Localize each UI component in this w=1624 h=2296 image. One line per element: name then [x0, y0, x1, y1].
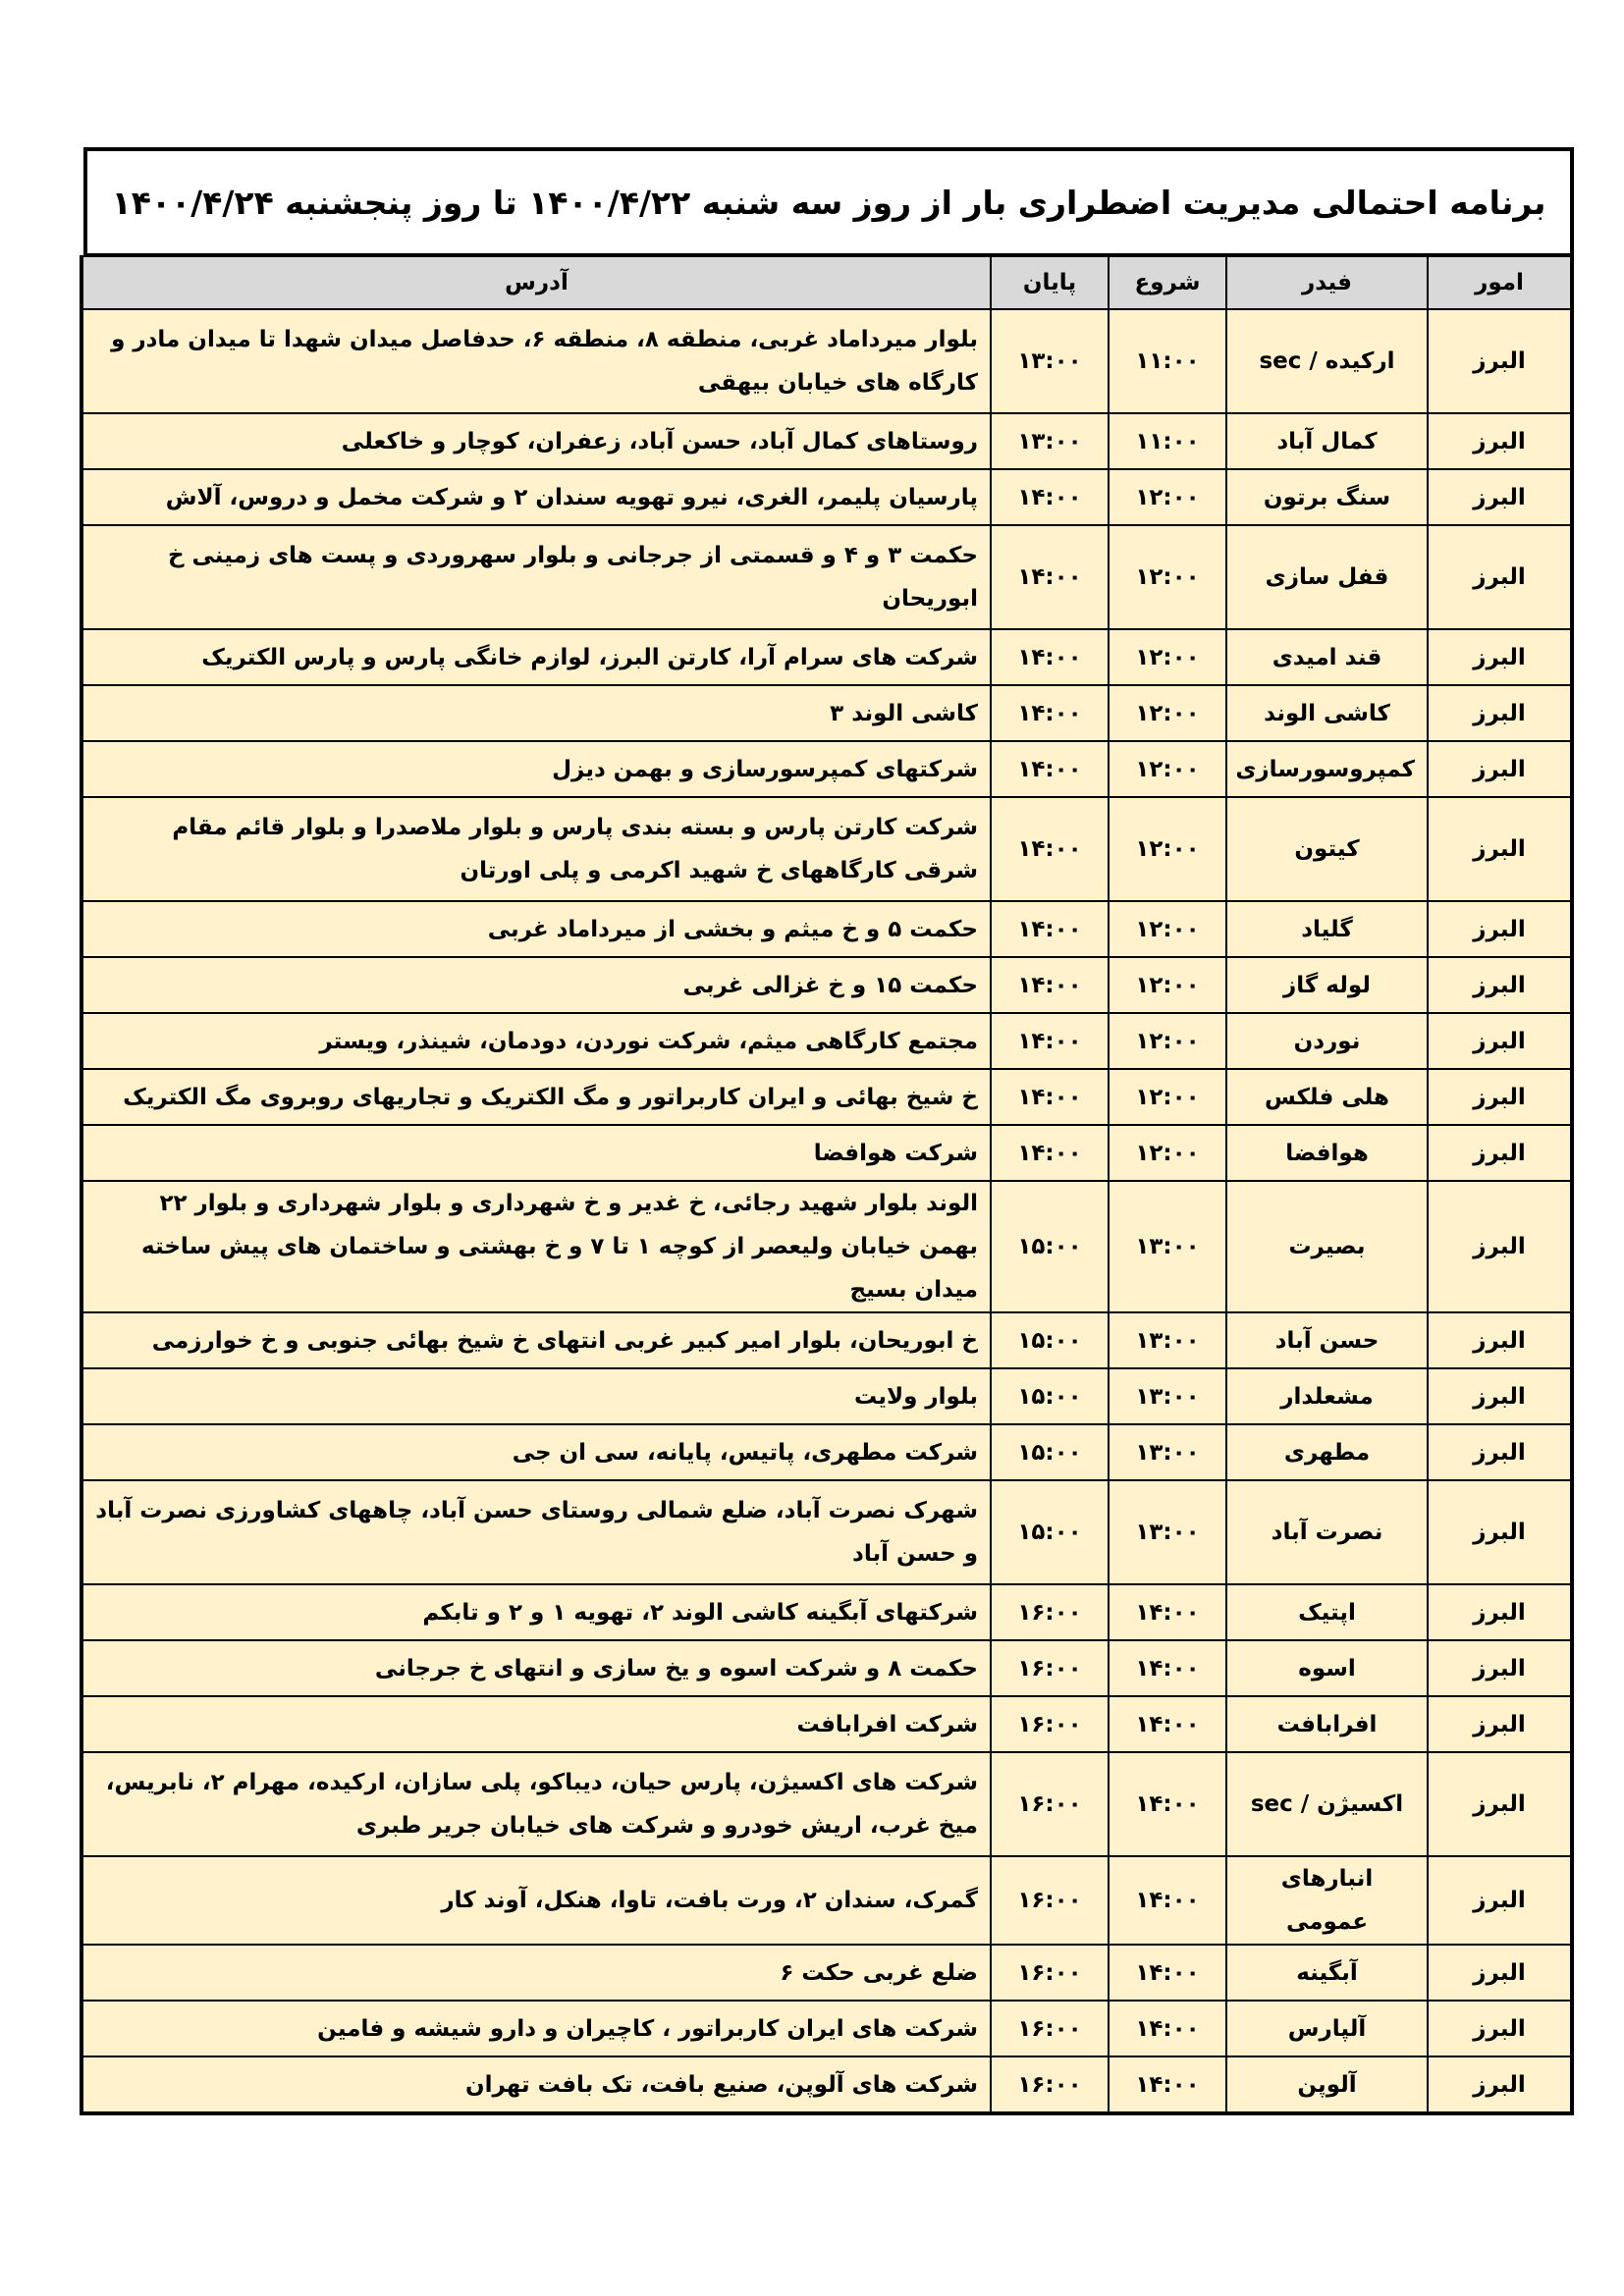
cell-start-time: ۱۲:۰۰	[1109, 1069, 1226, 1125]
cell-end-time: ۱۴:۰۰	[991, 901, 1109, 957]
cell-address: بلوار ولایت	[81, 1368, 991, 1424]
table-row	[81, 413, 1572, 469]
schedule-table	[80, 255, 1574, 2115]
cell-end-time: ۱۴:۰۰	[991, 469, 1109, 525]
cell-end-time: ۱۴:۰۰	[991, 685, 1109, 741]
cell-start-time: ۱۴:۰۰	[1109, 1856, 1226, 1945]
cell-address: گمرک، سندان ۲، ورت بافت، تاوا، هنکل، آوند کار	[81, 1856, 991, 1945]
cell-feeder: کیتون	[1226, 797, 1428, 901]
cell-end-time: ۱۵:۰۰	[991, 1424, 1109, 1480]
cell-feeder: بصیرت	[1226, 1181, 1428, 1312]
cell-start-time: ۱۲:۰۰	[1109, 525, 1226, 629]
cell-start-time: ۱۲:۰۰	[1109, 469, 1226, 525]
header-end: پایان	[991, 256, 1109, 309]
cell-feeder: هوافضا	[1226, 1125, 1428, 1181]
table-row	[81, 1480, 1572, 1584]
cell-omor: البرز	[1428, 1640, 1572, 1696]
cell-end-time: ۱۴:۰۰	[991, 1069, 1109, 1125]
cell-start-time: ۱۴:۰۰	[1109, 2001, 1226, 2056]
cell-feeder: قفل سازی	[1226, 525, 1428, 629]
cell-end-time: ۱۶:۰۰	[991, 1752, 1109, 1856]
table-row	[81, 2056, 1572, 2113]
cell-end-time: ۱۴:۰۰	[991, 629, 1109, 685]
cell-start-time: ۱۲:۰۰	[1109, 901, 1226, 957]
cell-address: حکمت ۵ و خ میثم و بخشی از میرداماد غربی	[81, 901, 991, 957]
header-address: آدرس	[81, 256, 991, 309]
table-row	[81, 525, 1572, 629]
cell-end-time: ۱۳:۰۰	[991, 413, 1109, 469]
cell-start-time: ۱۲:۰۰	[1109, 1013, 1226, 1069]
cell-end-time: ۱۶:۰۰	[991, 2056, 1109, 2113]
table-row	[81, 1312, 1572, 1368]
cell-omor: البرز	[1428, 685, 1572, 741]
cell-omor: البرز	[1428, 1368, 1572, 1424]
table-row	[81, 797, 1572, 901]
cell-address: روستاهای کمال آباد، حسن آباد، زعفران، کوچار و خاکعلی	[81, 413, 991, 469]
table-row	[81, 901, 1572, 957]
cell-start-time: ۱۳:۰۰	[1109, 1181, 1226, 1312]
cell-feeder: حسن آباد	[1226, 1312, 1428, 1368]
cell-address: بلوار میرداماد غربی، منطقه ۸، منطقه ۶، حدفاصل میدان شهدا تا میدان مادر و کارگاه های خیابان بیهقی	[81, 309, 991, 413]
cell-start-time: ۱۳:۰۰	[1109, 1312, 1226, 1368]
table-row	[81, 741, 1572, 797]
table-body	[81, 309, 1572, 2113]
cell-start-time: ۱۴:۰۰	[1109, 1752, 1226, 1856]
table-row	[81, 957, 1572, 1013]
cell-start-time: ۱۳:۰۰	[1109, 1480, 1226, 1584]
cell-address: شهرک نصرت آباد، ضلع شمالی روستای حسن آباد، چاههای کشاورزی نصرت آباد و حسن آباد	[81, 1480, 991, 1584]
cell-address: شرکت های آلوپن، صنیع بافت، تک بافت تهران	[81, 2056, 991, 2113]
cell-feeder: آلپارس	[1226, 2001, 1428, 2056]
cell-omor: البرز	[1428, 309, 1572, 413]
cell-feeder: انبارهای عمومی	[1226, 1856, 1428, 1945]
cell-address: شرکت های سرام آرا، کارتن البرز، لوازم خانگی پارس و پارس الکتریک	[81, 629, 991, 685]
cell-omor: البرز	[1428, 1312, 1572, 1368]
cell-address: الوند بلوار شهید رجائی، خ غدیر و خ شهرداری و بلوار شهرداری و بلوار ۲۲ بهمن خیابان ولیعصر از کوچه ۱ تا ۷ و خ بهشتی و ساختمان های پیش ساخته میدان بسیج	[81, 1181, 991, 1312]
cell-omor: البرز	[1428, 1584, 1572, 1640]
cell-omor: البرز	[1428, 741, 1572, 797]
cell-end-time: ۱۴:۰۰	[991, 525, 1109, 629]
cell-start-time: ۱۲:۰۰	[1109, 685, 1226, 741]
title-box	[83, 147, 1574, 255]
cell-omor: البرز	[1428, 1856, 1572, 1945]
cell-start-time: ۱۴:۰۰	[1109, 2056, 1226, 2113]
cell-address: مجتمع کارگاهی میثم، شرکت نوردن، دودمان، شینذر، ویستر	[81, 1013, 991, 1069]
cell-feeder: کاشی الوند	[1226, 685, 1428, 741]
cell-end-time: ۱۶:۰۰	[991, 2001, 1109, 2056]
cell-start-time: ۱۲:۰۰	[1109, 957, 1226, 1013]
cell-feeder: آلوپن	[1226, 2056, 1428, 2113]
cell-start-time: ۱۴:۰۰	[1109, 1640, 1226, 1696]
cell-address: کاشی الوند ۳	[81, 685, 991, 741]
cell-start-time: ۱۲:۰۰	[1109, 629, 1226, 685]
cell-feeder: کمال آباد	[1226, 413, 1428, 469]
cell-feeder: قند امیدی	[1226, 629, 1428, 685]
cell-address: شرکت هوافضا	[81, 1125, 991, 1181]
cell-omor: البرز	[1428, 957, 1572, 1013]
cell-omor: البرز	[1428, 1752, 1572, 1856]
cell-address: شرکت های اکسیژن، پارس حیان، دیباکو، پلی سازان، ارکیده، مهرام ۲، نابریس، میخ غرب، اریش خودرو و شرکت های خیابان جریر طبری	[81, 1752, 991, 1856]
cell-omor: البرز	[1428, 469, 1572, 525]
cell-feeder: کمپروسورسازی	[1226, 741, 1428, 797]
cell-end-time: ۱۳:۰۰	[991, 309, 1109, 413]
cell-address: شرکت کارتن پارس و بسته بندی پارس و بلوار ملاصدرا و بلوار قائم مقام شرقی کارگاههای خ شهید اکرمی و پلی اورتان	[81, 797, 991, 901]
cell-start-time: ۱۲:۰۰	[1109, 797, 1226, 901]
cell-address: حکمت ۳ و ۴ و قسمتی از جرجانی و بلوار سهروردی و پست های زمینی خ ابوریحان	[81, 525, 991, 629]
cell-start-time: ۱۱:۰۰	[1109, 413, 1226, 469]
cell-end-time: ۱۴:۰۰	[991, 1013, 1109, 1069]
page-title: برنامه احتمالی مدیریت اضطراری بار از روز سه شنبه ۱۴۰۰/۴/۲۲ تا روز پنجشنبه ۱۴۰۰/۴/۲۴	[111, 183, 1546, 222]
table-row	[81, 1752, 1572, 1856]
cell-omor: البرز	[1428, 797, 1572, 901]
cell-address: پارسیان پلیمر، الغری، نیرو تهویه سندان ۲ و شرکت مخمل و دروس، آلاش	[81, 469, 991, 525]
header-start: شروع	[1109, 256, 1226, 309]
table-row	[81, 1013, 1572, 1069]
cell-feeder: مشعلدار	[1226, 1368, 1428, 1424]
cell-feeder: آبگینه	[1226, 1945, 1428, 2001]
cell-start-time: ۱۴:۰۰	[1109, 1584, 1226, 1640]
document	[83, 147, 1574, 2115]
table-row	[81, 1640, 1572, 1696]
cell-feeder: سنگ برتون	[1226, 469, 1428, 525]
table-row	[81, 1584, 1572, 1640]
cell-start-time: ۱۲:۰۰	[1109, 741, 1226, 797]
cell-feeder: مطهری	[1226, 1424, 1428, 1480]
cell-feeder: هلی فلکس	[1226, 1069, 1428, 1125]
cell-end-time: ۱۴:۰۰	[991, 797, 1109, 901]
cell-address: ضلع غربی حکت ۶	[81, 1945, 991, 2001]
cell-omor: البرز	[1428, 1696, 1572, 1752]
table-row	[81, 1696, 1572, 1752]
cell-end-time: ۱۴:۰۰	[991, 957, 1109, 1013]
cell-end-time: ۱۶:۰۰	[991, 1696, 1109, 1752]
cell-address: حکمت ۸ و شرکت اسوه و یخ سازی و انتهای خ جرجانی	[81, 1640, 991, 1696]
cell-feeder: اکسیژن / sec	[1226, 1752, 1428, 1856]
cell-address: شرکتهای آبگینه کاشی الوند ۲، تهویه ۱ و ۲ و تابکم	[81, 1584, 991, 1640]
cell-feeder: لوله گاز	[1226, 957, 1428, 1013]
table-header-row	[81, 256, 1572, 309]
cell-omor: البرز	[1428, 2056, 1572, 2113]
cell-start-time: ۱۳:۰۰	[1109, 1424, 1226, 1480]
cell-feeder: ارکیده / sec	[1226, 309, 1428, 413]
cell-omor: البرز	[1428, 1013, 1572, 1069]
cell-address: حکمت ۱۵ و خ غزالی غربی	[81, 957, 991, 1013]
table-row	[81, 1945, 1572, 2001]
cell-omor: البرز	[1428, 901, 1572, 957]
cell-address: شرکتهای کمپرسورسازی و بهمن دیزل	[81, 741, 991, 797]
header-omor: امور	[1428, 256, 1572, 309]
cell-address: خ ابوریحان، بلوار امیر کبیر غربی انتهای خ شیخ بهائی جنوبی و خ خوارزمی	[81, 1312, 991, 1368]
table-row	[81, 1856, 1572, 1945]
header-feeder: فیدر	[1226, 256, 1428, 309]
cell-omor: البرز	[1428, 1069, 1572, 1125]
cell-end-time: ۱۶:۰۰	[991, 1856, 1109, 1945]
cell-end-time: ۱۴:۰۰	[991, 1125, 1109, 1181]
cell-end-time: ۱۵:۰۰	[991, 1368, 1109, 1424]
cell-end-time: ۱۵:۰۰	[991, 1480, 1109, 1584]
table-row	[81, 309, 1572, 413]
cell-omor: البرز	[1428, 525, 1572, 629]
cell-start-time: ۱۳:۰۰	[1109, 1368, 1226, 1424]
table-row	[81, 1424, 1572, 1480]
cell-address: شرکت افرابافت	[81, 1696, 991, 1752]
cell-omor: البرز	[1428, 1424, 1572, 1480]
cell-omor: البرز	[1428, 1125, 1572, 1181]
cell-feeder: اپتیک	[1226, 1584, 1428, 1640]
table-row	[81, 2001, 1572, 2056]
cell-end-time: ۱۶:۰۰	[991, 1640, 1109, 1696]
cell-omor: البرز	[1428, 413, 1572, 469]
cell-feeder: افرابافت	[1226, 1696, 1428, 1752]
cell-feeder: نصرت آباد	[1226, 1480, 1428, 1584]
table-row	[81, 1368, 1572, 1424]
table-row	[81, 685, 1572, 741]
cell-end-time: ۱۵:۰۰	[991, 1312, 1109, 1368]
cell-start-time: ۱۴:۰۰	[1109, 1696, 1226, 1752]
cell-omor: البرز	[1428, 629, 1572, 685]
cell-address: شرکت های ایران کاربراتور ، کاچیران و دارو شیشه و فامین	[81, 2001, 991, 2056]
cell-end-time: ۱۴:۰۰	[991, 741, 1109, 797]
table-row	[81, 469, 1572, 525]
cell-omor: البرز	[1428, 1480, 1572, 1584]
cell-omor: البرز	[1428, 1945, 1572, 2001]
cell-address: شرکت مطهری، پاتیس، پایانه، سی ان جی	[81, 1424, 991, 1480]
cell-start-time: ۱۴:۰۰	[1109, 1945, 1226, 2001]
cell-address: خ شیخ بهائی و ایران کاربراتور و مگ الکتریک و تجاریهای روبروی مگ الکتریک	[81, 1069, 991, 1125]
table-row	[81, 1125, 1572, 1181]
cell-end-time: ۱۵:۰۰	[991, 1181, 1109, 1312]
cell-feeder: نوردن	[1226, 1013, 1428, 1069]
cell-omor: البرز	[1428, 1181, 1572, 1312]
cell-end-time: ۱۶:۰۰	[991, 1584, 1109, 1640]
cell-start-time: ۱۱:۰۰	[1109, 309, 1226, 413]
cell-omor: البرز	[1428, 2001, 1572, 2056]
table-row	[81, 1181, 1572, 1312]
cell-feeder: اسوه	[1226, 1640, 1428, 1696]
table-row	[81, 1069, 1572, 1125]
cell-feeder: گلیاد	[1226, 901, 1428, 957]
cell-end-time: ۱۶:۰۰	[991, 1945, 1109, 2001]
cell-start-time: ۱۲:۰۰	[1109, 1125, 1226, 1181]
table-row	[81, 629, 1572, 685]
